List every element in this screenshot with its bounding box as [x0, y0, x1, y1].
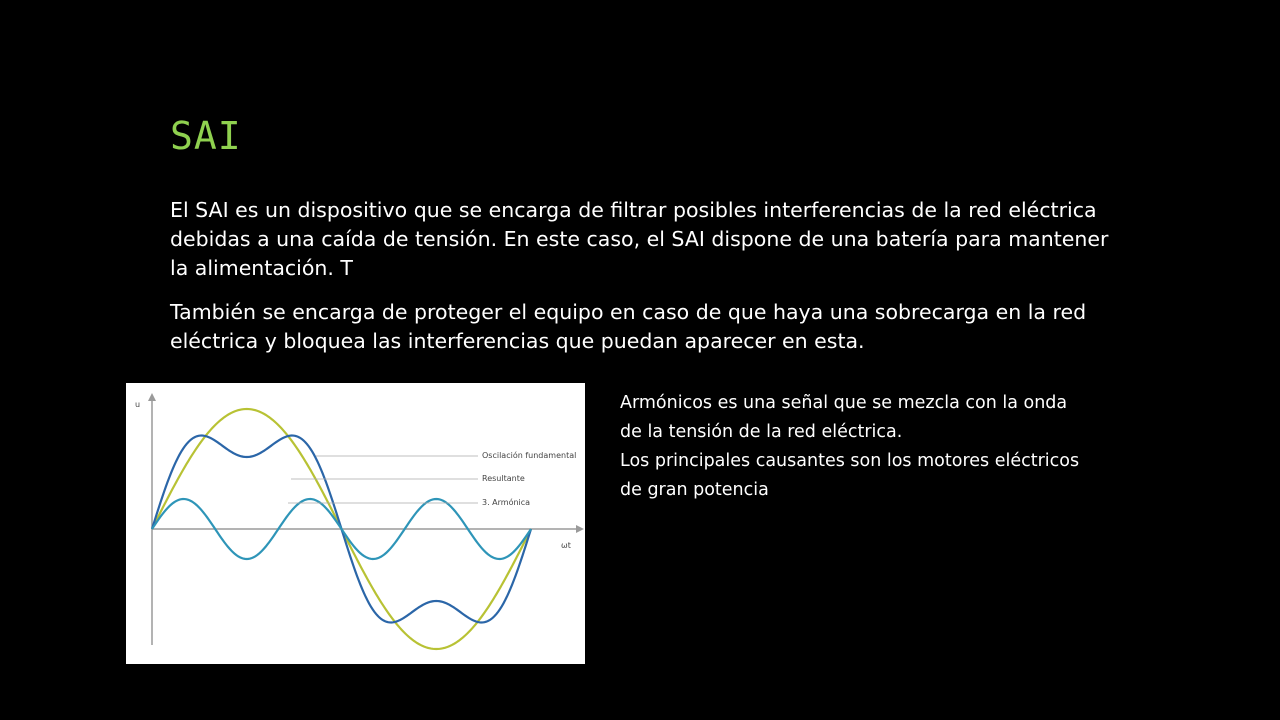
- side-text-2: Los principales causantes son los motores eléctricos de gran potencia: [620, 451, 1080, 500]
- x-axis-arrow-icon: [576, 525, 584, 533]
- harmonics-description: [620, 389, 1090, 505]
- slide-title: SAI: [170, 114, 242, 158]
- body-paragraph-2: También se encarga de proteger el equipo en caso de que haya una sobrecarga en la red eléctrica y bloquea las interferencias que puedan aparecer en esta.: [170, 300, 1087, 353]
- body-paragraph-1: El SAI es un dispositivo que se encarga de filtrar posibles interferencias de la red eléctrica debidas a una caída de tensión. En este caso, el SAI dispone de una batería para mantener la alimentación. T: [170, 198, 1109, 280]
- slide-body: [170, 196, 1120, 371]
- x-axis-label: ωt: [561, 541, 571, 550]
- harmonics-diagram: [126, 383, 585, 664]
- y-axis-arrow-icon: [148, 393, 156, 401]
- harmonics-figure: [126, 383, 585, 664]
- label-resultant: Resultante: [482, 474, 525, 483]
- label-fundamental: Oscilación fundamental: [482, 451, 577, 460]
- y-axis-label: u: [135, 400, 141, 409]
- side-text-1: Armónicos es una señal que se mezcla con la onda de la tensión de la red eléctrica.: [620, 393, 1068, 442]
- label-harmonic: 3. Armónica: [482, 498, 531, 507]
